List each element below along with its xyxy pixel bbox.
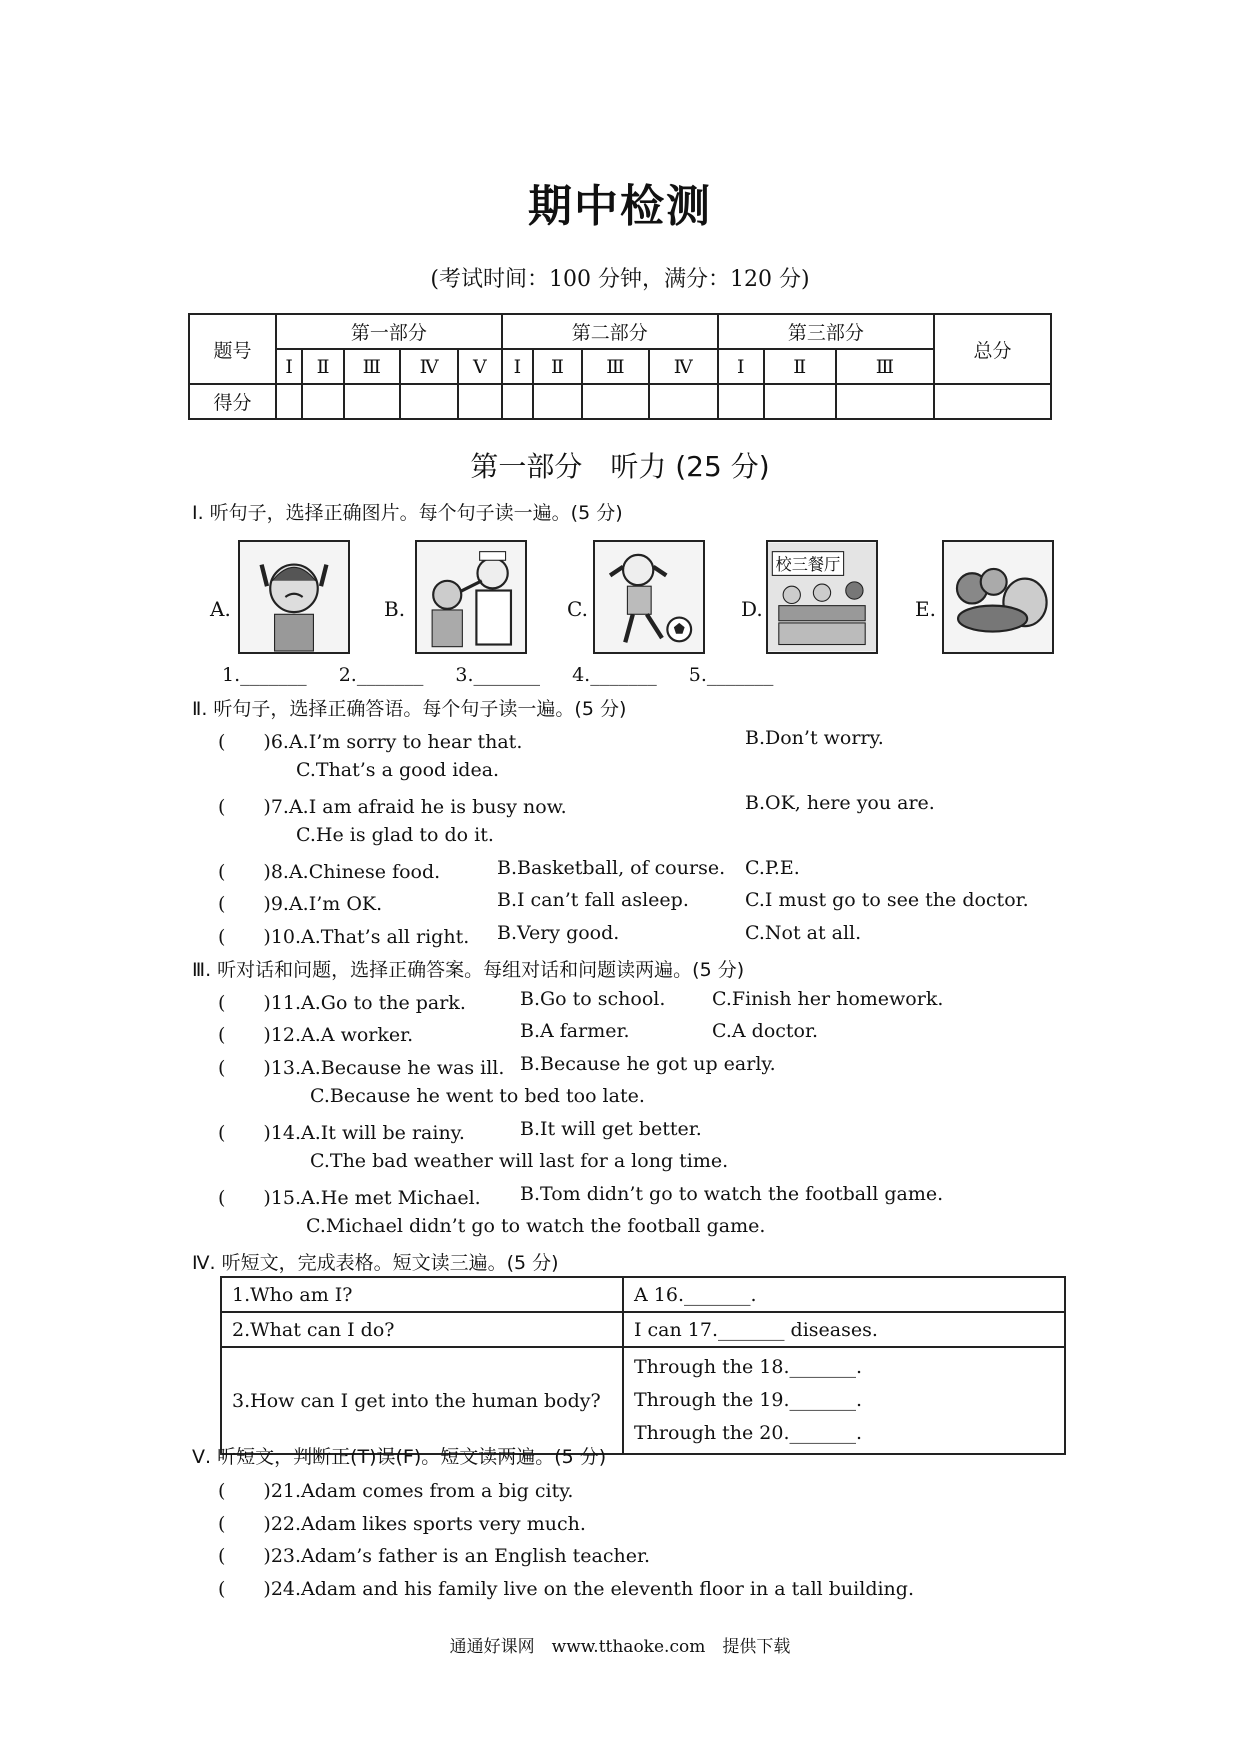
answer-blank[interactable]: 5._______ — [688, 664, 774, 686]
score-cell — [400, 384, 458, 419]
col-label: Ⅰ — [502, 349, 533, 384]
q10-option-c: C.Not at all. — [745, 922, 862, 944]
picture-d-canteen — [766, 540, 878, 654]
question-1-heading: Ⅰ. 听句子，选择正确图片。每个句子读一遍。(5 分) — [192, 502, 623, 524]
q13-option-c: C.Because he went to bed too late. — [310, 1085, 645, 1107]
q10-option-a: ( )10.A.That’s all right. — [218, 926, 470, 948]
part2-header: 第二部分 — [502, 314, 718, 349]
answer-blanks — [222, 664, 799, 686]
question-3-heading: Ⅲ. 听对话和问题，选择正确答案。每组对话和问题读两遍。(5 分) — [192, 959, 745, 981]
q22-statement: ( )22.Adam likes sports very much. — [218, 1513, 586, 1535]
score-cell — [502, 384, 533, 419]
score-cell — [344, 384, 400, 419]
canteen-sign: 校三餐厅 — [775, 555, 841, 574]
picture-b-doctor — [415, 540, 527, 654]
score-cell — [276, 384, 302, 419]
table-answer[interactable]: Through the 20._______. — [634, 1422, 863, 1444]
table-answer[interactable]: I can 17._______ diseases. — [623, 1312, 1065, 1347]
score-cell — [533, 384, 582, 419]
score-label: 得分 — [189, 384, 276, 419]
col-label: Ⅱ — [302, 349, 343, 384]
school-canteen-icon — [768, 542, 876, 652]
table-answer-group — [623, 1347, 1065, 1454]
boy-headache-icon — [240, 542, 348, 652]
col-label: Ⅱ — [764, 349, 836, 384]
q11-option-a: ( )11.A.Go to the park. — [218, 992, 466, 1014]
q15-option-b: B.Tom didn’t go to watch the football game. — [520, 1183, 944, 1205]
q12-option-a: ( )12.A.A worker. — [218, 1024, 414, 1046]
question-4-heading: Ⅳ. 听短文，完成表格。短文读三遍。(5 分) — [192, 1252, 559, 1274]
table-question: 2.What can I do? — [221, 1312, 623, 1347]
table-answer[interactable]: Through the 19._______. — [634, 1389, 863, 1411]
q7-option-b: B.OK, here you are. — [745, 792, 935, 814]
q7-option-a: ( )7.A.I am afraid he is busy now. — [218, 796, 567, 818]
option-label-b: B. — [384, 597, 406, 621]
q8-option-a: ( )8.A.Chinese food. — [218, 861, 441, 883]
q9-option-b: B.I can’t fall asleep. — [497, 889, 689, 911]
q8-option-b: B.Basketball, of course. — [497, 857, 726, 879]
vegetables-icon — [944, 542, 1052, 652]
footer-credit: 通通好课网 www.tthaoke.com 提供下载 — [449, 1637, 791, 1657]
answer-blank[interactable]: 2._______ — [338, 664, 424, 686]
option-label-a: A. — [210, 597, 231, 621]
q14-option-c: C.The bad weather will last for a long time. — [310, 1150, 729, 1172]
picture-a-headache — [238, 540, 350, 654]
q6-option-a: ( )6.A.I’m sorry to hear that. — [218, 731, 523, 753]
q24-statement: ( )24.Adam and his family live on the eleventh floor in a tall building. — [218, 1578, 914, 1600]
option-label-c: C. — [567, 597, 588, 621]
option-label-e: E. — [915, 597, 936, 621]
q15-option-c: C.Michael didn’t go to watch the football game. — [306, 1215, 766, 1237]
q6-option-b: B.Don’t worry. — [745, 727, 884, 749]
q14-option-a: ( )14.A.It will be rainy. — [218, 1122, 465, 1144]
total-score-cell — [934, 384, 1051, 419]
doctor-examining-icon — [417, 542, 525, 652]
q11-option-c: C.Finish her homework. — [712, 988, 944, 1010]
option-label-d: D. — [741, 597, 763, 621]
col-label: Ⅲ — [344, 349, 400, 384]
col-label: Ⅲ — [836, 349, 934, 384]
question-5-heading: Ⅴ. 听短文，判断正(T)误(F)。短文读两遍。(5 分) — [192, 1446, 607, 1468]
col-label: Ⅲ — [582, 349, 649, 384]
section-heading: 第一部分 听力 (25 分) — [470, 450, 770, 483]
score-cell — [718, 384, 764, 419]
q23-statement: ( )23.Adam’s father is an English teacher. — [218, 1545, 650, 1567]
answer-blank[interactable]: 3._______ — [455, 664, 541, 686]
q8-option-c: C.P.E. — [745, 857, 800, 879]
col-label: Ⅰ — [276, 349, 302, 384]
table-answer[interactable]: Through the 18._______. — [634, 1356, 863, 1378]
total-header: 总分 — [934, 314, 1051, 384]
score-cell — [764, 384, 836, 419]
q12-option-c: C.A doctor. — [712, 1020, 819, 1042]
q12-option-b: B.A farmer. — [520, 1020, 630, 1042]
row-label: 题号 — [189, 314, 276, 384]
q13-option-b: B.Because he got up early. — [520, 1053, 776, 1075]
col-label: Ⅱ — [533, 349, 582, 384]
answer-blank[interactable]: 4._______ — [572, 664, 657, 686]
q21-statement: ( )21.Adam comes from a big city. — [218, 1480, 574, 1502]
picture-c-football — [593, 540, 705, 654]
score-cell — [458, 384, 502, 419]
part1-header: 第一部分 — [276, 314, 502, 349]
q14-option-b: B.It will get better. — [520, 1118, 702, 1140]
score-cell — [582, 384, 649, 419]
page-title: 期中检测 — [528, 181, 712, 232]
col-label: Ⅳ — [400, 349, 458, 384]
q9-option-c: C.I must go to see the doctor. — [745, 889, 1029, 911]
q9-option-a: ( )9.A.I’m OK. — [218, 893, 383, 915]
table-answer[interactable]: A 16._______. — [623, 1277, 1065, 1312]
question-2-heading: Ⅱ. 听句子，选择正确答语。每个句子读一遍。(5 分) — [192, 698, 627, 720]
col-label: Ⅳ — [649, 349, 718, 384]
score-cell — [302, 384, 343, 419]
col-label: Ⅰ — [718, 349, 764, 384]
picture-e-vegetables — [942, 540, 1054, 654]
part3-header: 第三部分 — [718, 314, 934, 349]
table-question: 3.How can I get into the human body? — [221, 1347, 623, 1454]
score-cell — [836, 384, 934, 419]
score-table — [188, 313, 1052, 420]
col-label: Ⅴ — [458, 349, 502, 384]
q11-option-b: B.Go to school. — [520, 988, 666, 1010]
exam-info: (考试时间：100 分钟，满分：120 分) — [430, 267, 810, 292]
q15-option-a: ( )15.A.He met Michael. — [218, 1187, 481, 1209]
fill-in-table — [220, 1276, 1066, 1455]
table-question: 1.Who am I? — [221, 1277, 623, 1312]
girl-football-icon — [595, 542, 703, 652]
score-cell — [649, 384, 718, 419]
q7-option-c: C.He is glad to do it. — [296, 824, 494, 846]
answer-blank[interactable]: 1._______ — [222, 664, 307, 686]
q6-option-c: C.That’s a good idea. — [296, 759, 500, 781]
q13-option-a: ( )13.A.Because he was ill. — [218, 1057, 505, 1079]
q10-option-b: B.Very good. — [497, 922, 620, 944]
